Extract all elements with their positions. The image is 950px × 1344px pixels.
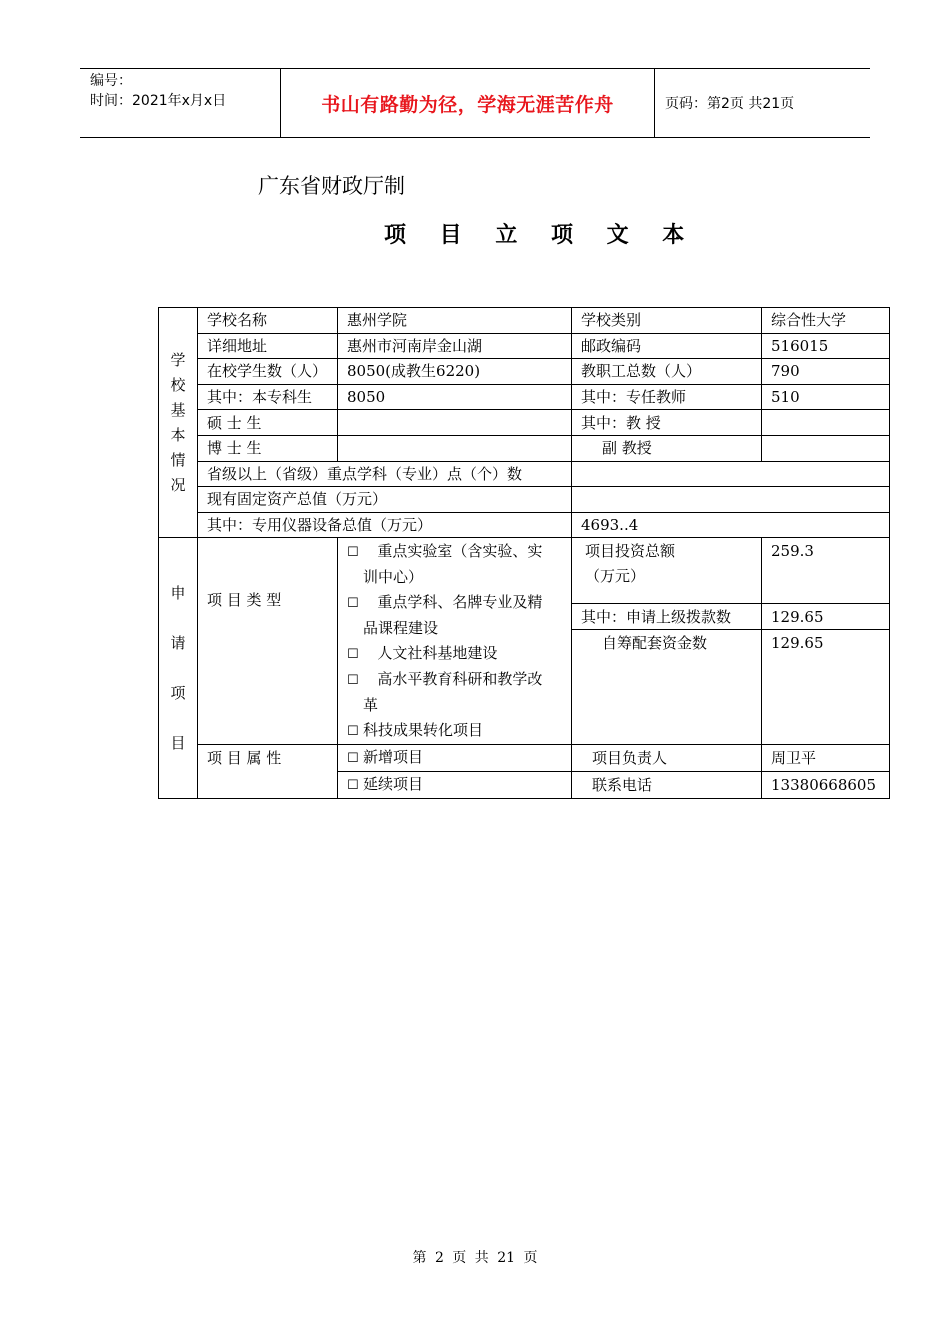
page-footer: 第 2 页 共 21 页	[412, 1250, 538, 1266]
school-section-label: 学 校 基 本 情 况	[159, 308, 198, 538]
key-disciplines-value	[572, 461, 890, 487]
project-section-label: 申 请 项 目	[159, 538, 198, 799]
master-label: 硕 士 生	[198, 410, 338, 436]
table-row	[159, 384, 890, 410]
school-type-value: 综合性大学	[762, 308, 890, 334]
project-attr-label: 项 目 属 性	[198, 745, 338, 799]
checkbox-icon: ☐	[347, 778, 359, 794]
table-row	[159, 410, 890, 436]
address-label: 详细地址	[198, 333, 338, 359]
assoc-professor-value	[762, 435, 890, 461]
header-meta	[80, 69, 281, 137]
table-row	[159, 745, 890, 772]
table-row	[159, 333, 890, 359]
type-option[interactable]: ☐ 重点实验室（含实验、实	[347, 539, 562, 565]
staff-value: 790	[762, 359, 890, 385]
phd-label: 博 士 生	[198, 435, 338, 461]
undergrad-label: 其中：本专科生	[198, 384, 338, 410]
phd-value	[338, 435, 572, 461]
self-funding-value: 129.65	[762, 630, 890, 745]
issuer-text: 广东省财政厅制	[258, 174, 405, 198]
school-name-value: 惠州学院	[338, 308, 572, 334]
school-type-label: 学校类别	[572, 308, 762, 334]
professor-label: 其中：教 授	[572, 410, 762, 436]
checkbox-icon: ☐	[347, 724, 359, 740]
self-funding-label: 自筹配套资金数	[572, 630, 762, 745]
header-page-info: 页码：第2页 共21页	[665, 96, 795, 112]
phone-label: 联系电话	[572, 772, 762, 799]
investment-label: 项目投资总额 （万元）	[572, 538, 762, 604]
fixed-assets-label: 现有固定资产总值（万元）	[198, 487, 572, 513]
table-row	[159, 461, 890, 487]
fixed-assets-value	[572, 487, 890, 513]
equipment-value: 4693..4	[572, 512, 890, 538]
project-type-options: ☐ 重点实验室（含实验、实 训中心） ☐ 重点学科、名牌专业及精 品课程建设 ☐ 人文社科基地建设 ☐ 高水平教育科研和教学改 革 ☐ 科技成果转化项目	[338, 538, 572, 745]
number-label: 编号：	[90, 73, 132, 89]
checkbox-icon: ☐	[347, 673, 359, 689]
fulltime-teacher-value: 510	[762, 384, 890, 410]
undergrad-value: 8050	[338, 384, 572, 410]
checkbox-icon: ☐	[347, 647, 359, 663]
address-value: 惠州市河南岸金山湖	[338, 333, 572, 359]
superior-funding-value: 129.65	[762, 604, 890, 630]
assoc-professor-label: 副 教授	[572, 435, 762, 461]
time-label: 时间：2021年x月x日	[90, 93, 227, 109]
table-row	[159, 512, 890, 538]
table-row	[159, 538, 890, 604]
table-row	[159, 435, 890, 461]
professor-value	[762, 410, 890, 436]
students-value: 8050(成教生6220)	[338, 359, 572, 385]
table-row	[159, 487, 890, 513]
school-name-label: 学校名称	[198, 308, 338, 334]
page-header	[80, 68, 870, 138]
table-row	[159, 308, 890, 334]
attr-option-new[interactable]: ☐ 新增项目	[338, 745, 572, 772]
equipment-label: 其中：专用仪器设备总值（万元）	[198, 512, 572, 538]
fulltime-teacher-label: 其中：专任教师	[572, 384, 762, 410]
type-option[interactable]: ☐ 科技成果转化项目	[347, 718, 562, 744]
project-type-label: 项 目 类 型	[198, 538, 338, 745]
staff-label: 教职工总数（人）	[572, 359, 762, 385]
leader-value: 周卫平	[762, 745, 890, 772]
checkbox-icon: ☐	[347, 751, 359, 767]
phone-value: 13380668605	[762, 772, 890, 799]
document-title: 项 目 立 项 文 本	[384, 223, 698, 248]
postcode-label: 邮政编码	[572, 333, 762, 359]
master-value	[338, 410, 572, 436]
type-option[interactable]: ☐ 人文社科基地建设	[347, 641, 562, 667]
postcode-value: 516015	[762, 333, 890, 359]
key-disciplines-label: 省级以上（省级）重点学科（专业）点（个）数	[198, 461, 572, 487]
attr-option-continued[interactable]: ☐ 延续项目	[338, 772, 572, 799]
superior-funding-label: 其中：申请上级拨款数	[572, 604, 762, 630]
checkbox-icon: ☐	[347, 596, 359, 612]
leader-label: 项目负责人	[572, 745, 762, 772]
type-option[interactable]: ☐ 高水平教育科研和教学改	[347, 667, 562, 693]
header-motto: 书山有路勤为径，学海无涯苦作舟	[281, 69, 655, 137]
project-form-table	[158, 307, 890, 799]
table-row	[159, 359, 890, 385]
investment-value: 259.3	[762, 538, 890, 604]
type-option[interactable]: ☐ 重点学科、名牌专业及精	[347, 590, 562, 616]
checkbox-icon: ☐	[347, 545, 359, 561]
students-label: 在校学生数（人）	[198, 359, 338, 385]
